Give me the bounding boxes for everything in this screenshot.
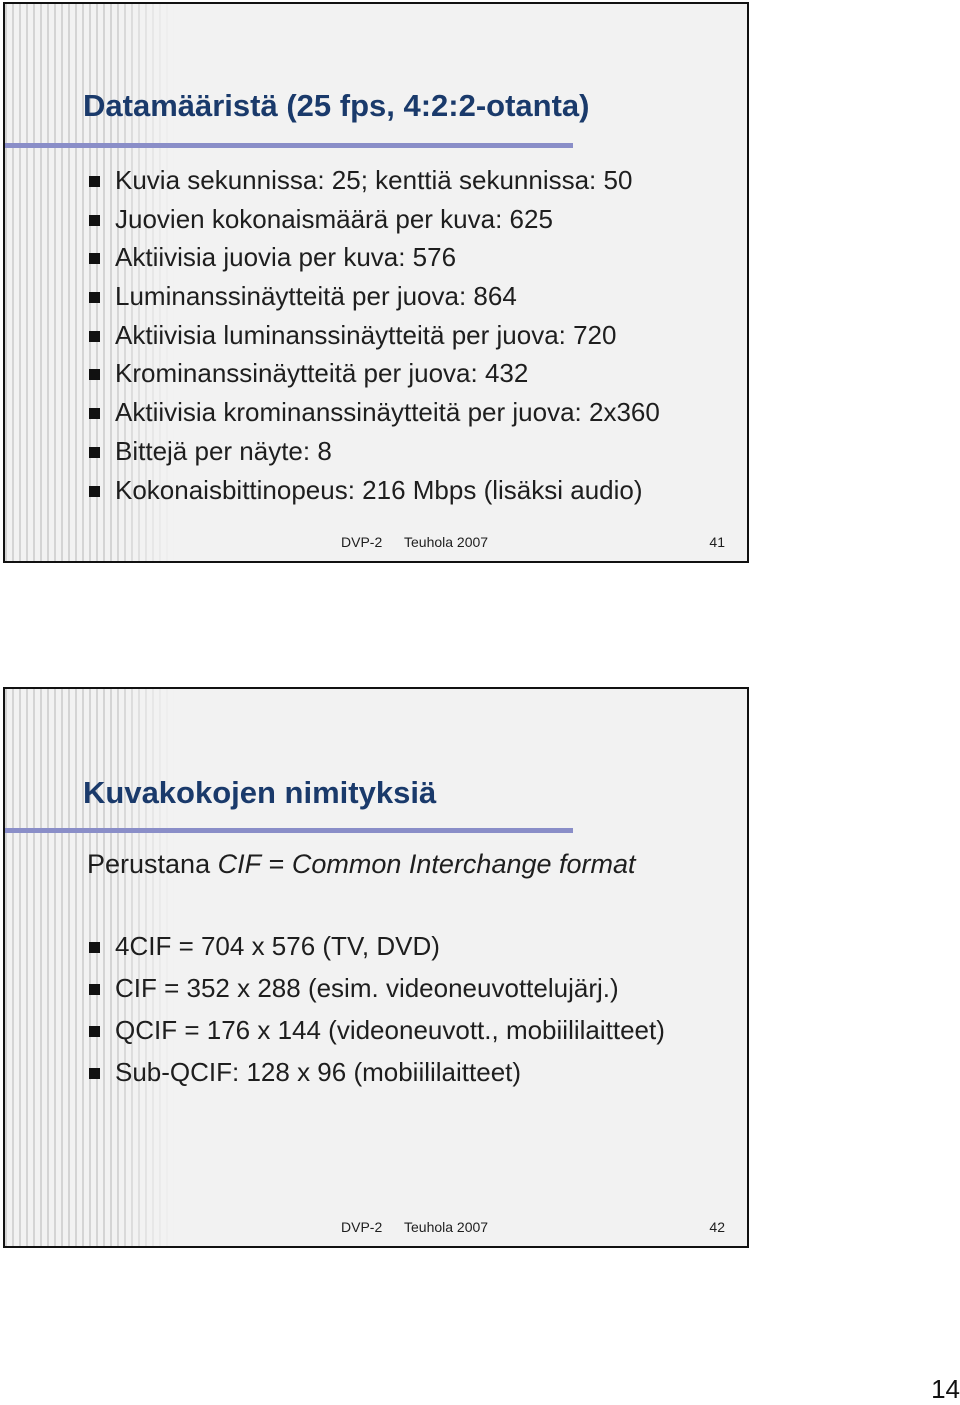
slide-41 xyxy=(3,2,749,563)
list-item xyxy=(87,1051,665,1093)
list-item-text: Sub-QCIF: 128 x 96 (mobiililaitteet) xyxy=(115,1057,522,1087)
list-item-text: Aktiivisia juovia per kuva: 576 xyxy=(115,242,457,273)
square-bullet-icon xyxy=(89,486,100,497)
slide-footer xyxy=(5,1219,747,1239)
list-item xyxy=(87,1009,665,1051)
title-rule xyxy=(5,828,573,833)
intro-text xyxy=(87,849,636,880)
footer-course-code: DVP-2 xyxy=(341,1219,383,1235)
square-bullet-icon xyxy=(89,253,100,264)
intro-expansion: Common Interchange format xyxy=(291,849,636,879)
list-item-text: Krominanssinäytteitä per juova: 432 xyxy=(115,358,529,389)
list-item xyxy=(87,200,660,239)
slide-42 xyxy=(3,687,749,1248)
list-item xyxy=(87,354,660,393)
square-bullet-icon xyxy=(89,176,100,187)
intro-equals: = xyxy=(261,849,292,879)
list-item-text: Kokonaisbittinopeus: 216 Mbps (lisäksi audio) xyxy=(115,474,643,505)
square-bullet-icon xyxy=(89,369,100,380)
intro-abbr: CIF xyxy=(217,849,262,879)
bullet-list xyxy=(87,161,660,509)
list-item-text: Bittejä per näyte: 8 xyxy=(115,435,332,466)
list-item xyxy=(87,316,660,355)
slide-footer xyxy=(5,534,747,554)
list-item xyxy=(87,967,665,1009)
square-bullet-icon xyxy=(89,215,100,226)
slide-title: Kuvakokojen nimityksiä xyxy=(83,775,437,810)
list-item-text: 4CIF = 704 x 576 (TV, DVD) xyxy=(115,931,440,961)
square-bullet-icon xyxy=(89,1068,100,1079)
slide-title: Datamääristä (25 fps, 4:2:2-otanta) xyxy=(83,88,590,123)
list-item xyxy=(87,161,660,200)
footer-course-code: DVP-2 xyxy=(341,534,383,550)
list-item-text: Aktiivisia krominanssinäytteitä per juova: 2x360 xyxy=(115,397,660,428)
list-item-text: QCIF = 176 x 144 (videoneuvott., mobiililaitteet) xyxy=(115,1015,665,1045)
list-item-text: Aktiivisia luminanssinäytteitä per juova: 720 xyxy=(115,319,617,350)
square-bullet-icon xyxy=(89,984,100,995)
list-item xyxy=(87,277,660,316)
footer-author: Teuhola 2007 xyxy=(404,1219,489,1235)
square-bullet-icon xyxy=(89,331,100,342)
intro-prefix: Perustana xyxy=(87,849,218,879)
footer-author: Teuhola 2007 xyxy=(404,534,489,550)
list-item xyxy=(87,238,660,277)
title-rule xyxy=(5,143,573,148)
list-item-text: Juovien kokonaismäärä per kuva: 625 xyxy=(115,203,553,234)
slide-number: 42 xyxy=(709,1219,725,1235)
bullet-list xyxy=(87,925,665,1093)
list-item xyxy=(87,471,660,510)
square-bullet-icon xyxy=(89,1026,100,1037)
list-item-text: Kuvia sekunnissa: 25; kenttiä sekunnissa: 50 xyxy=(115,165,633,195)
list-item xyxy=(87,393,660,432)
square-bullet-icon xyxy=(89,447,100,458)
page-number: 14 xyxy=(931,1374,960,1404)
list-item-text: CIF = 352 x 288 (esim. videoneuvottelujärj.) xyxy=(115,973,619,1003)
list-item-text: Luminanssinäytteitä per juova: 864 xyxy=(115,281,517,312)
square-bullet-icon xyxy=(89,292,100,303)
slide-number: 41 xyxy=(709,534,725,550)
square-bullet-icon xyxy=(89,942,100,953)
list-item xyxy=(87,925,665,967)
list-item xyxy=(87,432,660,471)
square-bullet-icon xyxy=(89,408,100,419)
